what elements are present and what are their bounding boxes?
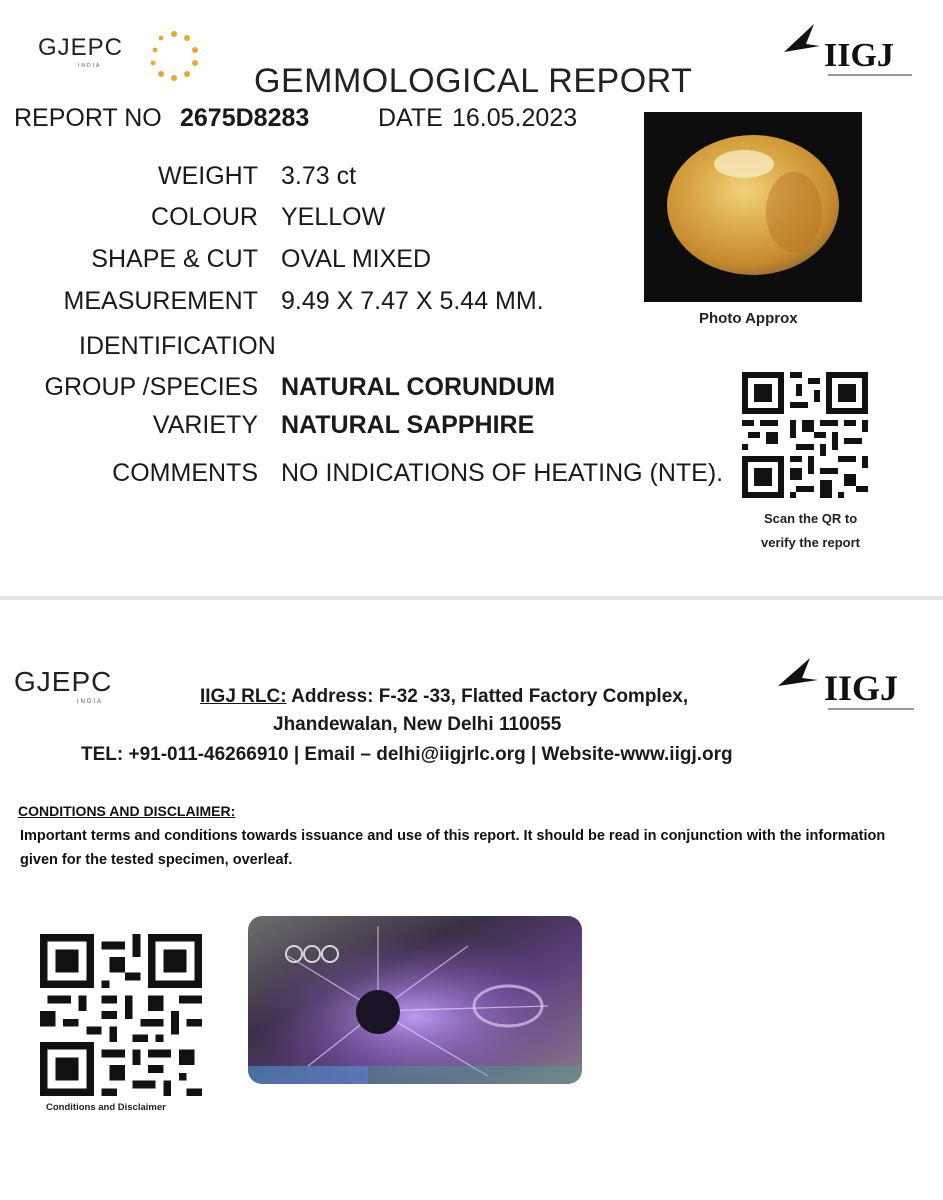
iigj-logo: [780, 22, 920, 86]
photo-caption: Photo Approx: [699, 310, 798, 327]
address-text: Address: F-32 -33, Flatted Factory Complex,: [291, 686, 689, 707]
conditions-qr-code[interactable]: [40, 934, 202, 1096]
gjepc-logo: GJEPC: [38, 34, 124, 61]
date-label: DATE: [378, 104, 443, 132]
verify-qr-code[interactable]: [742, 372, 868, 498]
report-title: GEMMOLOGICAL REPORT: [254, 62, 693, 100]
comments-value: NO INDICATIONS OF HEATING (NTE).: [281, 459, 724, 487]
address-label: IIGJ RLC:: [200, 686, 287, 707]
gjepc-logo: GJEPC: [14, 666, 113, 697]
measurement-value: 9.49 X 7.47 X 5.44 MM.: [281, 287, 544, 315]
shape-cut-label: SHAPE & CUT: [91, 245, 258, 273]
variety-label: VARIETY: [152, 411, 258, 439]
report-number: 2675D8283: [180, 104, 310, 132]
iigj-logo-text: IIGJ: [824, 37, 894, 74]
colour-value: YELLOW: [281, 203, 386, 231]
address-line2: Jhandewalan, New Delhi 110055: [273, 714, 562, 735]
iigj-logo: [774, 654, 924, 720]
colour-label: COLOUR: [151, 203, 258, 231]
variety-value: NATURAL SAPPHIRE: [281, 411, 535, 439]
scan-instruction-line2: verify the report: [761, 535, 860, 550]
weight-label: WEIGHT: [158, 162, 258, 190]
comments-label: COMMENTS: [112, 459, 258, 487]
gem-photo: [644, 112, 862, 302]
report-front-card: [0, 0, 943, 596]
report-number-label: REPORT NO: [14, 104, 162, 132]
group-species-label: GROUP /SPECIES: [44, 373, 258, 401]
address-line1: [200, 686, 688, 708]
iigj-logo-text: IIGJ: [824, 668, 899, 708]
gjepc-sun-icon: [146, 28, 202, 84]
weight-value: 3.73 ct: [281, 162, 357, 190]
sapphire-image: [644, 112, 862, 302]
measurement-label: MEASUREMENT: [63, 287, 258, 315]
gjepc-logo-subtitle: INDIA: [77, 699, 104, 705]
conditions-text: Important terms and conditions towards issuance and use of this report. It should be read in conjunction with the information given for the tested specimen, overleaf.: [20, 828, 886, 868]
hologram-sticker: [248, 916, 582, 1084]
group-species-value: NATURAL CORUNDUM: [281, 373, 556, 401]
conditions-title: CONDITIONS AND DISCLAIMER:: [18, 803, 236, 819]
identification-label: IDENTIFICATION: [79, 332, 276, 360]
report-back-card: [0, 600, 943, 1200]
gjepc-logo-subtitle: INDIA: [78, 63, 102, 69]
hologram-image: [248, 916, 582, 1084]
qr-caption: Conditions and Disclaimer: [46, 1102, 166, 1113]
report-date: 16.05.2023: [452, 104, 578, 132]
scan-instruction-line1: Scan the QR to: [764, 511, 858, 526]
shape-cut-value: OVAL MIXED: [281, 245, 432, 273]
contact-line: TEL: +91-011-46266910 | Email – delhi@iigjrlc.org | Website-www.iigj.org: [81, 744, 733, 765]
